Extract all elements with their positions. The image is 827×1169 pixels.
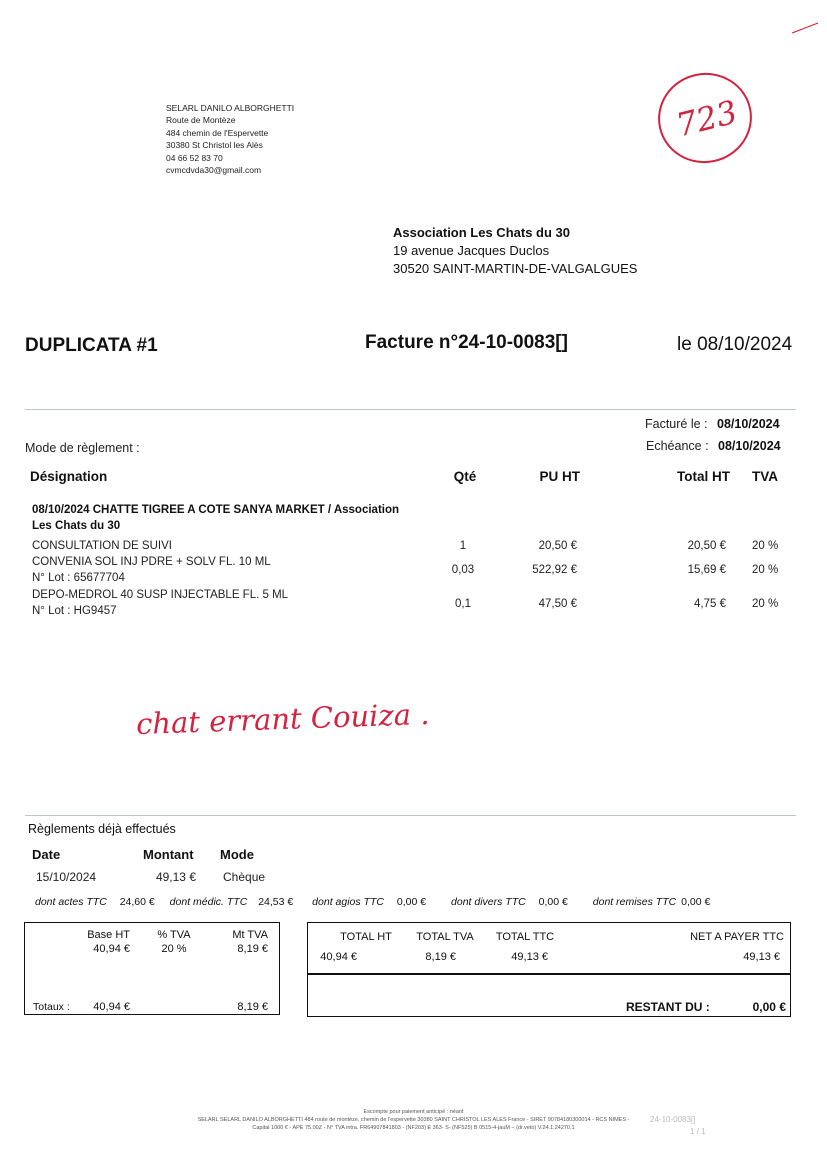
recipient-address: [393, 224, 637, 278]
medic-label: dont médic. TTC: [169, 896, 248, 908]
vat-totals-label: Totaux :: [33, 1001, 70, 1013]
invoice-date: le 08/10/2024: [677, 334, 793, 355]
remaining-value: 0,00 €: [752, 1000, 786, 1014]
footer-line: Escompte pour paiement anticipé : néant: [363, 1109, 464, 1115]
total-ttc-label: TOTAL TTC: [495, 931, 555, 943]
total-tva-label: TOTAL TVA: [416, 931, 474, 943]
divider: [25, 409, 796, 410]
handwritten-number: 723: [672, 92, 741, 145]
handwritten-note: chat errant Couiza .: [135, 696, 430, 742]
payment-date: 15/10/2024: [36, 870, 97, 884]
table-row-qty: 1: [459, 540, 467, 552]
actes-label: dont actes TTC: [35, 896, 107, 908]
footer-invoice-ref: 24-10-0083[]: [650, 1115, 696, 1124]
sender-line: 484 chemin de l'Espervette: [166, 127, 269, 138]
table-row-unit-price: 47,50 €: [538, 598, 577, 610]
payment-mode-label: Mode de règlement :: [25, 441, 140, 455]
table-row-designation: CONVENIA SOL INJ PDRE + SOLV FL. 10 ML: [32, 556, 271, 568]
pen-mark: [790, 20, 820, 36]
medic-value: 24,53 €: [258, 896, 294, 908]
breakdown-line: [35, 896, 710, 908]
table-row-vat: 20 %: [752, 540, 779, 552]
sender-line: cvmcdvda30@gmail.com: [166, 165, 262, 176]
col-vat: TVA: [752, 469, 778, 484]
sender-line: Route de Montèze: [166, 115, 236, 126]
payments-title: Règlements déjà effectués: [28, 822, 176, 836]
vat-amount-value: 8,19 €: [237, 943, 268, 955]
total-ht-label: TOTAL HT: [340, 931, 392, 943]
total-ttc-value: 49,13 €: [511, 951, 548, 963]
divers-label: dont divers TTC: [451, 896, 526, 908]
table-row-designation: DEPO-MEDROL 40 SUSP INJECTABLE FL. 5 ML: [32, 589, 289, 601]
col-unit-price: PU HT: [539, 469, 580, 484]
col-total: Total HT: [677, 469, 730, 484]
table-row-total: 4,75 €: [694, 598, 726, 610]
handwritten-circle-number: [650, 66, 760, 170]
payment-mode: Chèque: [223, 870, 266, 884]
vat-base-value: 40,94 €: [93, 943, 130, 955]
net-to-pay-value: 49,13 €: [743, 951, 780, 963]
payment-amount: 49,13 €: [155, 870, 196, 884]
payments-col-date: Date: [32, 847, 61, 862]
footer-page-number: 1 / 1: [690, 1127, 706, 1136]
consultation-title-line: 08/10/2024 CHATTE TIGREE A COTE SANYA MARKET / Association: [32, 504, 400, 516]
remises-label: dont remises TTC: [592, 896, 677, 908]
consultation-title-line: Les Chats du 30: [32, 520, 121, 532]
table-row-designation: CONSULTATION DE SUIVI: [32, 540, 172, 552]
vat-rate-value: 20 %: [161, 943, 187, 955]
divider: [25, 815, 796, 816]
table-row-vat: 20 %: [752, 598, 779, 610]
agios-label: dont agios TTC: [312, 896, 384, 908]
table-row-total: 15,69 €: [687, 564, 726, 576]
recipient-name: Association Les Chats du 30: [393, 225, 570, 240]
due-date: [646, 439, 781, 453]
payments-col-mode: Mode: [220, 847, 254, 862]
col-qty: Qté: [453, 469, 477, 484]
table-row-vat: 20 %: [752, 564, 779, 576]
table-row-qty: 0,03: [451, 564, 475, 576]
sender-address: [166, 102, 294, 176]
net-to-pay-label: NET A PAYER TTC: [690, 931, 784, 943]
vat-totals-base: 40,94 €: [93, 1001, 130, 1013]
due-value: 08/10/2024: [718, 439, 781, 453]
sender-line: SELARL DANILO ALBORGHETTI: [166, 103, 295, 113]
totals-box-divider: [307, 973, 791, 975]
billed-date: [645, 417, 780, 431]
due-label: Echéance :: [646, 439, 709, 453]
table-row-lot: N° Lot : 65677704: [32, 572, 125, 584]
billed-value: 08/10/2024: [717, 417, 780, 431]
table-row-unit-price: 20,50 €: [538, 540, 577, 552]
divers-value: 0,00 €: [538, 896, 568, 908]
payments-col-amount: Montant: [143, 847, 194, 862]
duplicata-label: DUPLICATA #1: [25, 335, 158, 356]
remises-value: 0,00 €: [681, 896, 711, 908]
sender-line: 30380 St Christol les Alès: [166, 140, 263, 151]
vat-rate-label: % TVA: [157, 929, 191, 941]
table-row-qty: 0,1: [455, 598, 471, 610]
billed-label: Facturé le :: [645, 417, 708, 431]
vat-totals-amount: 8,19 €: [237, 1001, 268, 1013]
table-row-lot: N° Lot : HG9457: [32, 605, 117, 617]
table-row-total: 20,50 €: [687, 540, 726, 552]
total-ht-value: 40,94 €: [320, 951, 357, 963]
sender-line: 04 66 52 83 70: [166, 152, 223, 163]
invoice-number: Facture n°24-10-0083[]: [365, 332, 568, 353]
total-tva-value: 8,19 €: [425, 951, 456, 963]
footer-line: Capital 1000 € - APE 75.00Z - N° TVA intra. FR64907841803 - (NF203) E 363- S- (NF525) B 0515-4-jauM – (dr.veto) V.24.1.24270.1: [252, 1125, 575, 1131]
footer-line: SELARL SELARL DANILO ALBORGHETTI 484 route de montèze, chemin de l'espervette 30380 SAINT CHRISTOL LES ALES France - SIRET 90784180300014 - RCS NIMES -: [197, 1117, 630, 1123]
consultation-title: [32, 502, 399, 534]
recipient-address-line: 19 avenue Jacques Duclos: [393, 243, 550, 258]
recipient-address-line: 30520 SAINT-MARTIN-DE-VALGALGUES: [393, 261, 638, 276]
vat-base-label: Base HT: [87, 929, 130, 941]
actes-value: 24,60 €: [119, 896, 155, 908]
remaining-label: RESTANT DU :: [626, 1000, 710, 1014]
vat-amount-label: Mt TVA: [232, 929, 268, 941]
agios-value: 0,00 €: [396, 896, 427, 908]
col-designation: Désignation: [30, 469, 108, 484]
table-row-unit-price: 522,92 €: [532, 564, 577, 576]
